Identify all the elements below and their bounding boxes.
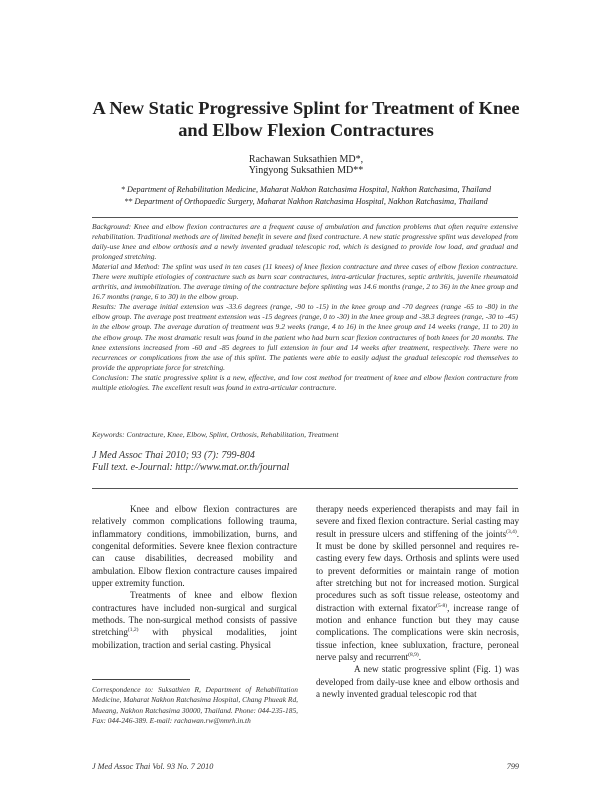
abstract-background: Background: Knee and elbow flexion contractures are a frequent cause of ambulation and function problems that often require extensive rehabilitation. Traditional methods are of limited benefit in severe and fixed contracture. A new static progressive splint was developed from daily-use knee and elbow orthosis and a newly invented gradual telescopic rod, which is designed to provide low load, and gradual and prolonged stretching. [92, 222, 518, 262]
title-line-2: and Elbow Flexion Contractures [178, 120, 434, 140]
reference-sup: (8,9) [408, 652, 419, 659]
page-number: 799 [506, 762, 519, 771]
text-run: Treatments of knee and elbow flexion contractures have included non-surgical and surgical methods. The non-surgical method consists of passive stretching [92, 590, 297, 638]
journal-citation: J Med Assoc Thai 2010; 93 (7): 799-804 [92, 450, 255, 461]
abstract-bottom-rule [92, 488, 518, 489]
text-run: with physical modalities, joint mobilization, traction and serial casting. Physical [92, 627, 297, 650]
text-run: therapy needs experienced therapists and may fail in severe and fixed flexion contracture. Serial casting may result in pressure ulcers and stiffening of the joints [316, 504, 519, 539]
article-title [0, 97, 612, 141]
abstract-conclusion: Conclusion: The static progressive splint is a new, effective, and low cost method for treatment of knee and elbow flexion contracture from multiple etiologies. The excellent result was found in extra-articular contracture. [92, 372, 518, 392]
reference-sup: (1,2) [127, 627, 139, 634]
paragraph-therapy [316, 503, 519, 663]
author-1: Rachawan Suksathien MD*, [248, 154, 364, 165]
abstract-top-rule [92, 217, 518, 218]
affiliations [0, 184, 612, 207]
paragraph-new-splint: A new static progressive splint (Fig. 1) was developed from daily-use knee and elbow orthosis and a newly invented gradual telescopic rod that [316, 664, 519, 700]
text-run: , increase range of motion and enhance function but they may cause complications. The complications were skin necrosis, tissue infection, knee subluxation, fracture, peroneal nerve palsy and recurrent [316, 602, 519, 663]
paragraph-treatments [92, 589, 297, 651]
footer-journal: J Med Assoc Thai Vol. 93 No. 7 2010 [92, 762, 214, 771]
author-list [0, 154, 612, 176]
keywords: Keywords: Contracture, Knee, Elbow, Splint, Orthosis, Rehabilitation, Treatment [92, 430, 339, 439]
reference-sup: (5-8) [436, 602, 448, 609]
body-column-right [316, 503, 519, 701]
text-run: . [418, 652, 421, 663]
abstract [92, 222, 518, 393]
citation [92, 450, 289, 474]
correspondence-note: Correspondence to: Suksathien R, Department of Rehabilitation Medicine, Maharat Nakhon Ratchasima Hospital, Chang Phueak Rd, Mueang, Nakhon Ratchasima 30000, Thailand. Phone: 044-235-185, Fax: 044-246-389. E-mail: rachawan.rw@nmrh.in.th [92, 685, 298, 725]
reference-sup: (3,4) [506, 528, 517, 535]
abstract-methods: Material and Method: The splint was used in ten cases (11 knees) of knee flexion contracture and three cases of elbow flexion contracture. There were multiple etiologies of contracture such as burn scar contractures, intra-articular fractures, septic arthritis, juvenile rheumatoid arthritis, and immobilization. The average timing of the contracture before splinting was 14.6 months (range, 2 to 36) in the knee group and 16.7 months (range, 6 to 30) in the elbow group. [92, 262, 518, 302]
author-2: Yingyong Suksathien MD** [248, 165, 364, 176]
text-run: . It must be done by skilled personnel and requires re-casting every few days. Orthosis and splints were used to prevent deformities or maintain range of motion after stretching but not for increased motion. Surgical procedures such as soft tissue release, osteotomy and distraction with external fixator [316, 528, 519, 613]
affiliation-2: ** Department of Orthopaedic Surgery, Maharat Nakhon Ratchasima Hospital, Nakhon Ratchasima, Thailand [124, 196, 488, 206]
footnote-rule [92, 679, 190, 680]
paragraph-intro: Knee and elbow flexion contractures are relatively common complications following trauma, inflammatory conditions, immobilization, burns, and congenital deformities. Severe knee flexion contracture can cause disabilities, decreased mobility and ambulation. Elbow flexion contracture causes impaired upper extremity function. [92, 504, 297, 589]
affiliation-1: * Department of Rehabilitation Medicine, Maharat Nakhon Ratchasima Hospital, Nakhon Ratchasima, Thailand [120, 185, 492, 194]
body-column-left [92, 503, 297, 651]
abstract-results: Results: The average initial extension was -33.6 degrees (range, -90 to -15) in the knee group and -70 degrees (range -65 to -80) in the elbow group. The average post treatment extension was -15 degrees (range, 0 to -30) in the knee group and -38.3 degrees (range, -30 to -45) in the elbow group. The average duration of treatment was 9.2 weeks (range, 4 to 16) in the knee group and 14 weeks (range, 11 to 20) in the elbow group. The most dramatic result was found in the patient who had burn scar flexion contractures of both knees for 20 months. The knee extensions increased from -60 and -85 degrees to full extension in four and 14 weeks after treatment, respectively. There were no recurrences or complications from the use of this splint. The patients were able to easily adjust the gradual telescopic rod themselves to provide the appropriate force for stretching. [92, 302, 518, 372]
title-line-1: A New Static Progressive Splint for Treatment of Knee [92, 98, 520, 118]
fulltext-link[interactable]: Full text. e-Journal: http://www.mat.or.th/journal [92, 462, 290, 473]
